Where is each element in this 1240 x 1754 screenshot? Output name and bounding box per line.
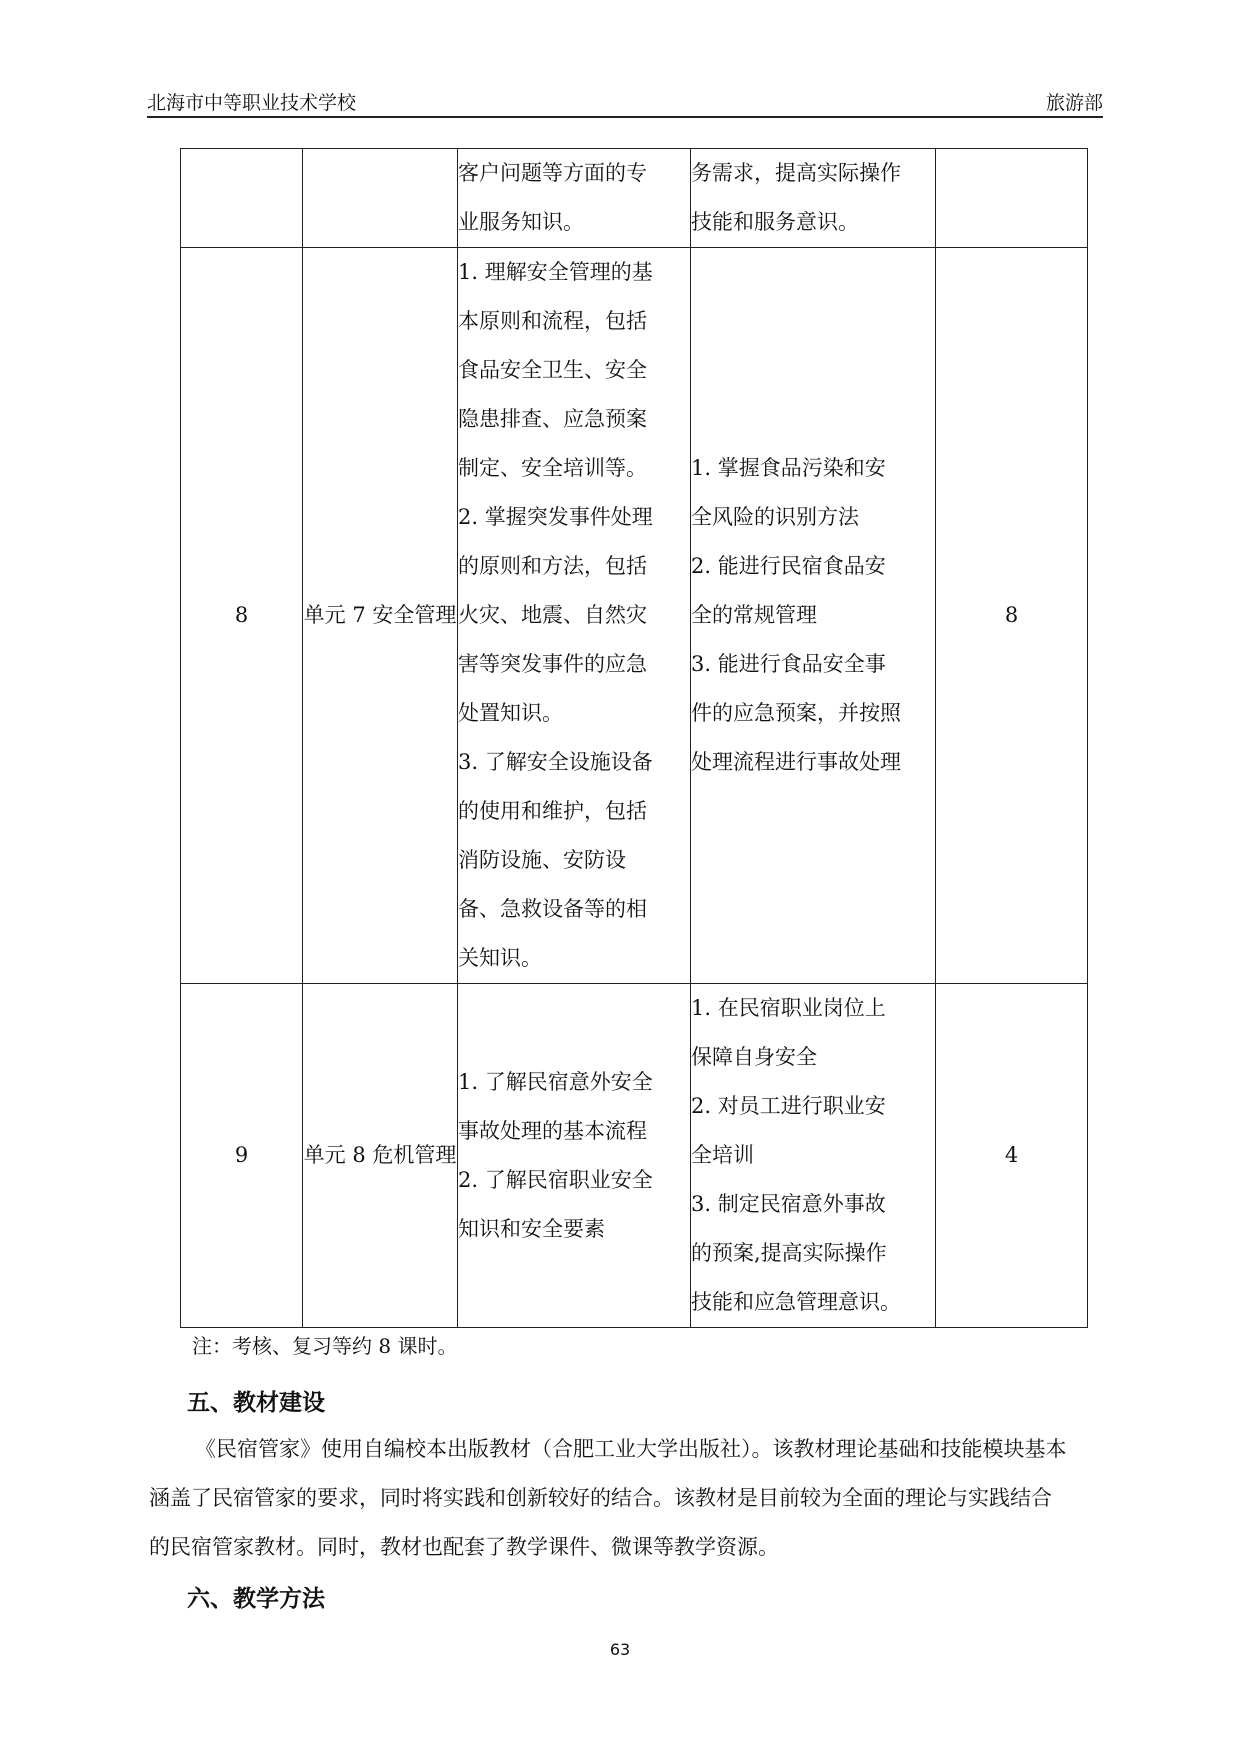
cell-line: 1. 理解安全管理的基 bbox=[458, 260, 653, 284]
department-name: 旅游部 bbox=[1045, 92, 1103, 114]
cell-line: 害等突发事件的应急 bbox=[458, 652, 647, 676]
page-header bbox=[147, 86, 1103, 118]
cell-line: 1. 了解民宿意外安全 bbox=[458, 1069, 653, 1094]
unit-number-cell bbox=[181, 149, 303, 248]
cell-line: 技能和服务意识。 bbox=[691, 210, 859, 234]
section-heading-teaching-methods: 六、教学方法 bbox=[187, 1586, 325, 1612]
cell-line: 2. 对员工进行职业安 bbox=[691, 1094, 886, 1118]
cell-line: 全培训 bbox=[691, 1143, 754, 1167]
cell-line: 的使用和维护，包括 bbox=[458, 799, 647, 823]
cell-line: 的原则和方法，包括 bbox=[458, 554, 647, 578]
knowledge-cell bbox=[458, 149, 691, 248]
unit-title-cell bbox=[303, 984, 458, 1328]
cell-line: 备、急救设备等的相 bbox=[458, 897, 647, 921]
page-number: 63 bbox=[609, 1640, 631, 1659]
skills-cell bbox=[691, 984, 936, 1328]
cell-line: 1. 在民宿职业岗位上 bbox=[691, 996, 886, 1020]
cell-line: 管理 bbox=[414, 603, 457, 627]
textbook-paragraph bbox=[149, 1425, 1104, 1572]
cell-line: 2. 掌握突发事件处理 bbox=[458, 505, 653, 529]
cell-line: 技能和应急管理意识。 bbox=[691, 1290, 901, 1314]
cell-line: 单元 8 危机 bbox=[303, 1143, 415, 1167]
paragraph-line: 《民宿管家》使用自编校本出版教材（合肥工业大学出版社）。该教材理论基础和技能模块基本 bbox=[195, 1437, 1067, 1461]
cell-line: 单元 7 安全 bbox=[303, 603, 415, 627]
table-row bbox=[181, 149, 1088, 248]
cell-line: 的预案,提高实际操作 bbox=[691, 1241, 887, 1265]
cell-line: 本原则和流程，包括 bbox=[458, 309, 647, 333]
cell-line: 2. 能进行民宿食品安 bbox=[691, 554, 886, 578]
cell-line: 制定、安全培训等。 bbox=[458, 456, 647, 480]
unit-title-cell bbox=[303, 248, 458, 984]
cell-line: 3. 制定民宿意外事故 bbox=[691, 1192, 886, 1216]
knowledge-cell bbox=[458, 248, 691, 984]
unit-number-cell: 9 bbox=[181, 984, 303, 1328]
cell-line: 火灾、地震、自然灾 bbox=[458, 603, 647, 627]
school-name: 北海市中等职业技术学校 bbox=[147, 92, 357, 114]
cell-line: 处置知识。 bbox=[458, 701, 563, 725]
cell-line: 消防设施、安防设 bbox=[458, 848, 626, 872]
cell-line: 1. 掌握食品污染和安 bbox=[691, 456, 886, 480]
cell-line: 全的常规管理 bbox=[691, 603, 817, 627]
skills-cell bbox=[691, 248, 936, 984]
table-row bbox=[181, 984, 1088, 1328]
cell-line: 保障自身安全 bbox=[691, 1045, 817, 1069]
knowledge-cell bbox=[458, 984, 691, 1328]
cell-line: 关知识。 bbox=[458, 946, 542, 970]
cell-line: 全风险的识别方法 bbox=[691, 505, 859, 529]
cell-line: 业服务知识。 bbox=[458, 210, 584, 234]
hours-cell bbox=[936, 149, 1088, 248]
table-note: 注：考核、复习等约 8 课时。 bbox=[192, 1334, 458, 1358]
cell-line: 事故处理的基本流程 bbox=[458, 1118, 647, 1143]
cell-line: 隐患排查、应急预案 bbox=[458, 407, 647, 431]
table-row bbox=[181, 248, 1088, 984]
hours-cell: 8 bbox=[936, 248, 1088, 984]
cell-line: 3. 能进行食品安全事 bbox=[691, 652, 886, 676]
paragraph-line: 涵盖了民宿管家的要求，同时将实践和创新较好的结合。该教材是目前较为全面的理论与实践结合 bbox=[149, 1486, 1052, 1510]
hours-cell: 4 bbox=[936, 984, 1088, 1328]
cell-line: 管理 bbox=[414, 1143, 457, 1167]
unit-title-cell bbox=[303, 149, 458, 248]
cell-line: 件的应急预案，并按照 bbox=[691, 701, 901, 725]
cell-line: 知识和安全要素 bbox=[458, 1216, 605, 1241]
cell-line: 3. 了解安全设施设备 bbox=[458, 750, 653, 774]
cell-line: 客户问题等方面的专 bbox=[458, 161, 647, 185]
cell-line: 处理流程进行事故处理 bbox=[691, 750, 901, 774]
section-heading-textbook: 五、教材建设 bbox=[187, 1390, 325, 1416]
paragraph-line: 的民宿管家教材。同时，教材也配套了教学课件、微课等教学资源。 bbox=[149, 1535, 779, 1559]
unit-number-cell: 8 bbox=[181, 248, 303, 984]
course-content-table bbox=[180, 148, 1088, 1328]
cell-line: 食品安全卫生、安全 bbox=[458, 358, 647, 382]
cell-line: 2. 了解民宿职业安全 bbox=[458, 1167, 653, 1192]
cell-line: 务需求，提高实际操作 bbox=[691, 161, 901, 185]
skills-cell bbox=[691, 149, 936, 248]
